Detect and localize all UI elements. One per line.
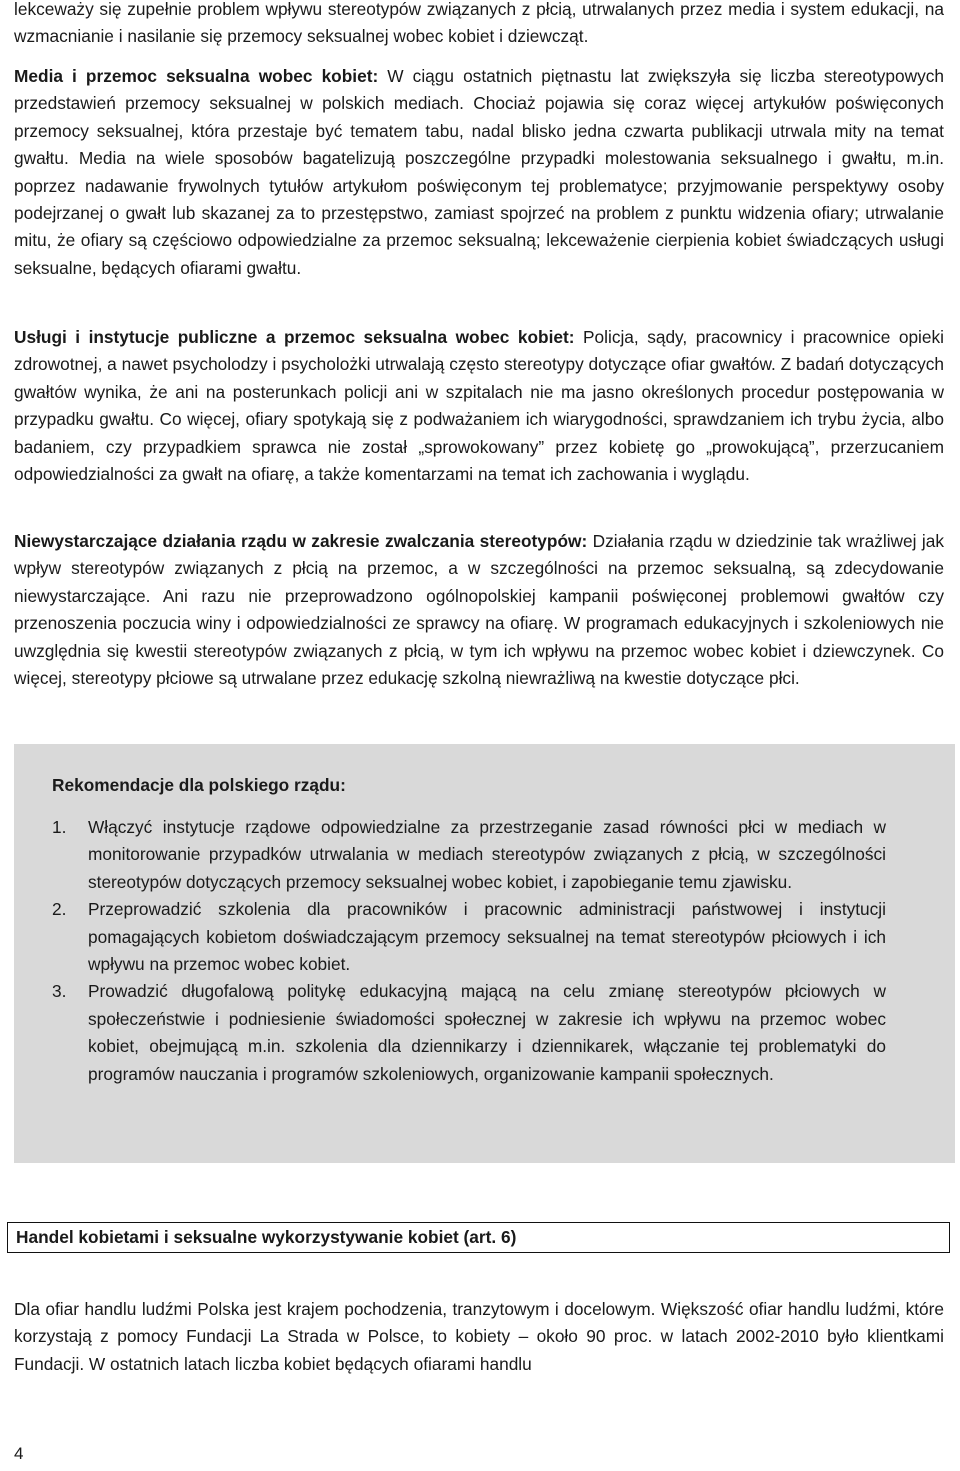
recommendation-number: 3.: [52, 981, 67, 1002]
recommendation-text: Przeprowadzić szkolenia dla pracowników i pracownic administracji państwowej i instytucji pomagających kobietom doświadczającym przemocy seksualnej na temat stereotypów płciowych i ich wpływu na przemoc wobec kobiet.: [88, 899, 886, 975]
recommendation-number: 1.: [52, 817, 67, 837]
media-heading: Media i przemoc seksualna wobec kobiet:: [14, 66, 379, 86]
recommendation-text: Prowadzić długofalową politykę edukacyjną mającą na celu zmianę stereotypów płciowych w społeczeństwie i podniesienie świadomości społecznej w zakresie ich wpływu na przemoc wobec kobiet, obejmującą m.in. szkolenia dla dziennikarzy i dziennikarek, włączanie tej problematyki do programów nauczania i programów szkoleniowych, organizowanie kampanii społecznych.: [88, 981, 886, 1084]
recommendation-number: 2.: [52, 899, 67, 920]
recommendation-text: Włączyć instytucje rządowe odpowiedzialne za przestrzeganie zasad równości płci w mediach w monitorowanie przypadków utrwalania w mediach stereotypów związanych z płcią, w szczególności stereotypów dotyczących przemocy seksualnej wobec kobiet, i zapobieganie temu zjawisku.: [88, 817, 886, 892]
recommendation-item: [52, 978, 886, 1088]
media-paragraph: [14, 63, 944, 282]
services-heading: Usługi i instytucje publiczne a przemoc seksualna wobec kobiet:: [14, 327, 575, 347]
section-heading-box: [7, 1222, 950, 1253]
section-title: Handel kobietami i seksualne wykorzystywanie kobiet (art. 6): [16, 1227, 517, 1247]
recommendations-box: [14, 744, 955, 1163]
intro-paragraph: lekceważy się zupełnie problem wpływu stereotypów związanych z płcią, utrwalanych przez media i system edukacji, na wzmacnianie i nasilanie się przemocy seksualnej wobec kobiet i dziewcząt.: [14, 0, 944, 47]
trafficking-paragraph: Dla ofiar handlu ludźmi Polska jest krajem pochodzenia, tranzytowym i docelowym. Większość ofiar handlu ludźmi, które korzystają z pomocy Fundacji La Strada w Polsce, to kobiety – około 90 proc. w latach 2002-2010 było klientkami Fundacji. W ostatnich latach liczba kobiet będących ofiarami handlu: [14, 1299, 944, 1374]
page-number: 4: [14, 1444, 24, 1463]
services-paragraph: [14, 324, 944, 488]
government-body: Działania rządu w dziedzinie tak wrażliwej jak wpływ stereotypów związanych z płcią na przemoc, a w szczególności na przemoc seksualną, są zdecydowanie niewystarczające. Ani razu nie przeprowadzono ogólnopolskiej kampanii poświęconej problemowi gwałtów czy przenoszenia poczucia winy i odpowiedzialności ze sprawcy na ofiarę. W programach edukacyjnych i szkoleniowych nie uwzględnia się kwestii stereotypów związanych z płcią, w tym ich wpływu na przemoc wobec kobiet i dziewczynek. Co więcej, stereotypy płciowe są utrwalane przez edukację szkolną niewrażliwą na kwestie dotyczące płci.: [14, 531, 944, 689]
government-heading: Niewystarczające działania rządu w zakresie zwalczania stereotypów:: [14, 531, 588, 551]
recommendations-list: [52, 814, 886, 1088]
recommendation-item: [52, 896, 886, 978]
government-paragraph: [14, 528, 944, 692]
media-body: W ciągu ostatnich piętnastu lat zwiększyła się liczba stereotypowych przedstawień przemocy seksualnej w polskich mediach. Chociaż pojawia się coraz więcej artykułów poświęconych przemocy seksualnej, która przestaje być tematem tabu, nadal blisko jedna czwarta publikacji utrwala mity na temat gwałtu. Media na wiele sposobów bagatelizują poszczególne przypadki molestowania seksualnego i gwałtu, m.in. poprzez nadawanie frywolnych tytułów artykułom poświęconym tej problematyce; przyjmowanie perspektywy osoby podejrzanej o gwałt lub skazanej za to przestępstwo, zamiast spojrzeć na problem z punktu widzenia ofiary; utrwalanie mitu, że ofiary są częściowo odpowiedzialne za przemoc seksualną; lekceważenie cierpienia kobiet świadczących usługi seksualne, będących ofiarami gwałtu.: [14, 66, 944, 278]
recommendations-title: Rekomendacje dla polskiego rządu:: [52, 775, 346, 795]
services-body: Policja, sądy, pracownicy i pracownice opieki zdrowotnej, a nawet psycholodzy i psycholożki utrwalają często stereotypy dotyczące ofiar gwałtów. Z badań dotyczących gwałtów wynika, że ani na posterunkach policji ani w szpitalach nie ma jasno określonych procedur postępowania w przypadku gwałtu. Co więcej, ofiary spotykają się z podważaniem ich wiarygodności, sprawdzaniem ich trybu życia, albo badaniem, czy przypadkiem sprawca nie został „sprowokowany” przez kobietę go „prowokującą”, przerzucaniem odpowiedzialności za gwałt na ofiarę, a także komentarzami na temat ich zachowania i wyglądu.: [14, 327, 944, 485]
recommendation-item: [52, 814, 886, 896]
